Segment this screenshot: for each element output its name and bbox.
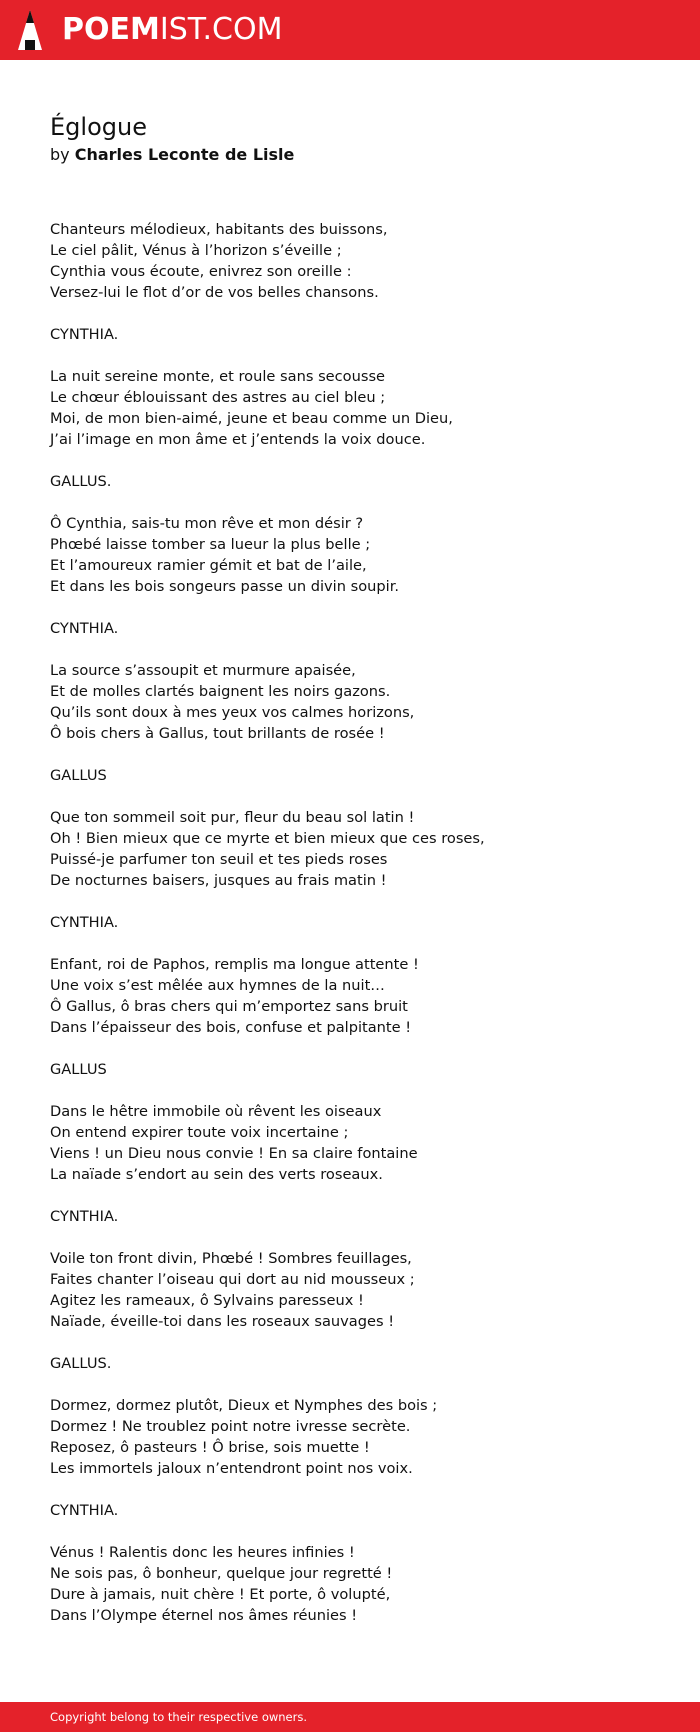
poem-line: Versez-lui le flot d’or de vos belles chansons. bbox=[50, 284, 379, 301]
poem-line: De nocturnes baisers, jusques au frais matin ! bbox=[50, 872, 387, 889]
poem-line: On entend expirer toute voix incertaine ; bbox=[50, 1124, 349, 1141]
poem-line: Vénus ! Ralentis donc les heures infinies ! bbox=[50, 1544, 355, 1561]
poem-line: Cynthia vous écoute, enivrez son oreille : bbox=[50, 263, 352, 280]
poem-line: Viens ! un Dieu nous convie ! En sa claire fontaine bbox=[50, 1145, 418, 1162]
poem-title: Églogue bbox=[50, 113, 147, 141]
poem-stanza bbox=[50, 1101, 670, 1185]
poem-line: Ô Gallus, ô bras chers qui m’emportez sans bruit bbox=[50, 998, 408, 1015]
poem-stanza bbox=[50, 471, 670, 492]
poem-line: La naïade s’endort au sein des verts roseaux. bbox=[50, 1166, 383, 1183]
poem-line: Et dans les bois songeurs passe un divin soupir. bbox=[50, 578, 400, 595]
poem-line: Oh ! Bien mieux que ce myrte et bien mieux que ces roses, bbox=[50, 830, 485, 847]
poem-stanza bbox=[50, 1395, 670, 1479]
poem-line: CYNTHIA. bbox=[50, 1208, 119, 1225]
poem-line: Dure à jamais, nuit chère ! Et porte, ô volupté, bbox=[50, 1586, 391, 1603]
poem-line: CYNTHIA. bbox=[50, 1502, 119, 1519]
poem-stanza bbox=[50, 807, 670, 891]
poem-stanza bbox=[50, 1206, 670, 1227]
poem-line: Que ton sommeil soit pur, fleur du beau sol latin ! bbox=[50, 809, 415, 826]
site-header bbox=[0, 0, 700, 60]
poem-line: Reposez, ô pasteurs ! Ô brise, sois muette ! bbox=[50, 1439, 370, 1456]
by-label: by bbox=[50, 145, 70, 164]
poem-line: CYNTHIA. bbox=[50, 620, 119, 637]
poem-body bbox=[50, 219, 670, 1647]
poem-line: Et de molles clartés baignent les noirs gazons. bbox=[50, 683, 391, 700]
poem-line: Les immortels jaloux n’entendront point nos voix. bbox=[50, 1460, 413, 1477]
poem-line: Dormez ! Ne troublez point notre ivresse secrète. bbox=[50, 1418, 411, 1435]
poem-stanza bbox=[50, 324, 670, 345]
poem-line: Le ciel pâlit, Vénus à l’horizon s’éveille ; bbox=[50, 242, 342, 259]
byline bbox=[50, 144, 670, 166]
poem-line: Moi, de mon bien-aimé, jeune et beau comme un Dieu, bbox=[50, 410, 453, 427]
poem-line: GALLUS. bbox=[50, 473, 112, 490]
author-name[interactable]: Charles Leconte de Lisle bbox=[74, 145, 295, 164]
poem-stanza bbox=[50, 765, 670, 786]
poem-stanza bbox=[50, 1500, 670, 1521]
poem-line: GALLUS. bbox=[50, 1355, 112, 1372]
poem-stanza bbox=[50, 660, 670, 744]
poem-stanza bbox=[50, 513, 670, 597]
poem-stanza bbox=[50, 1353, 670, 1374]
poem-line: Dans le hêtre immobile où rêvent les oiseaux bbox=[50, 1103, 382, 1120]
poem-line: Dans l’épaisseur des bois, confuse et palpitante ! bbox=[50, 1019, 412, 1036]
poem-stanza bbox=[50, 366, 670, 450]
poem-stanza bbox=[50, 1542, 670, 1626]
poem-line: Phœbé laisse tomber sa lueur la plus belle ; bbox=[50, 536, 371, 553]
site-footer bbox=[0, 1702, 700, 1732]
site-logo[interactable] bbox=[62, 12, 282, 48]
poem-line: Le chœur éblouissant des astres au ciel bleu ; bbox=[50, 389, 386, 406]
poem-line: Ô Cynthia, sais-tu mon rêve et mon désir ? bbox=[50, 515, 364, 532]
poem-line: Agitez les rameaux, ô Sylvains paresseux ! bbox=[50, 1292, 364, 1309]
brand-light: IST.COM bbox=[159, 12, 283, 47]
poem-stanza bbox=[50, 219, 670, 303]
poem-line: La source s’assoupit et murmure apaisée, bbox=[50, 662, 356, 679]
poem-line: Et l’amoureux ramier gémit et bat de l’aile, bbox=[50, 557, 367, 574]
poem-line: GALLUS bbox=[50, 767, 107, 784]
poem-line: Voile ton front divin, Phœbé ! Sombres feuillages, bbox=[50, 1250, 412, 1267]
poem-line: Faites chanter l’oiseau qui dort au nid mousseux ; bbox=[50, 1271, 415, 1288]
poem-line: J’ai l’image en mon âme et j’entends la voix douce. bbox=[50, 431, 426, 448]
poem-line: Ô bois chers à Gallus, tout brillants de rosée ! bbox=[50, 725, 385, 742]
poem-line: CYNTHIA. bbox=[50, 326, 119, 343]
brand-bold: POEM bbox=[62, 12, 160, 47]
poem-heading bbox=[50, 112, 670, 166]
poem-line: Dans l’Olympe éternel nos âmes réunies ! bbox=[50, 1607, 358, 1624]
poem-stanza bbox=[50, 618, 670, 639]
poem-line: GALLUS bbox=[50, 1061, 107, 1078]
poem-line: CYNTHIA. bbox=[50, 914, 119, 931]
poem-line: Enfant, roi de Paphos, remplis ma longue attente ! bbox=[50, 956, 419, 973]
poem-stanza bbox=[50, 912, 670, 933]
poem-line: Qu’ils sont doux à mes yeux vos calmes horizons, bbox=[50, 704, 415, 721]
poem-stanza bbox=[50, 1248, 670, 1332]
pencil-icon[interactable] bbox=[16, 10, 44, 52]
poem-stanza bbox=[50, 954, 670, 1038]
poem-stanza bbox=[50, 1059, 670, 1080]
poem-line: Ne sois pas, ô bonheur, quelque jour regretté ! bbox=[50, 1565, 393, 1582]
poem-line: La nuit sereine monte, et roule sans secousse bbox=[50, 368, 386, 385]
copyright-text: Copyright belong to their respective owners. bbox=[50, 1710, 308, 1724]
poem-line: Naïade, éveille-toi dans les roseaux sauvages ! bbox=[50, 1313, 395, 1330]
poem-line: Puissé-je parfumer ton seuil et tes pieds roses bbox=[50, 851, 388, 868]
poem-line: Chanteurs mélodieux, habitants des buissons, bbox=[50, 221, 388, 238]
poem-line: Une voix s’est mêlée aux hymnes de la nuit… bbox=[50, 977, 385, 994]
poem-line: Dormez, dormez plutôt, Dieux et Nymphes des bois ; bbox=[50, 1397, 438, 1414]
